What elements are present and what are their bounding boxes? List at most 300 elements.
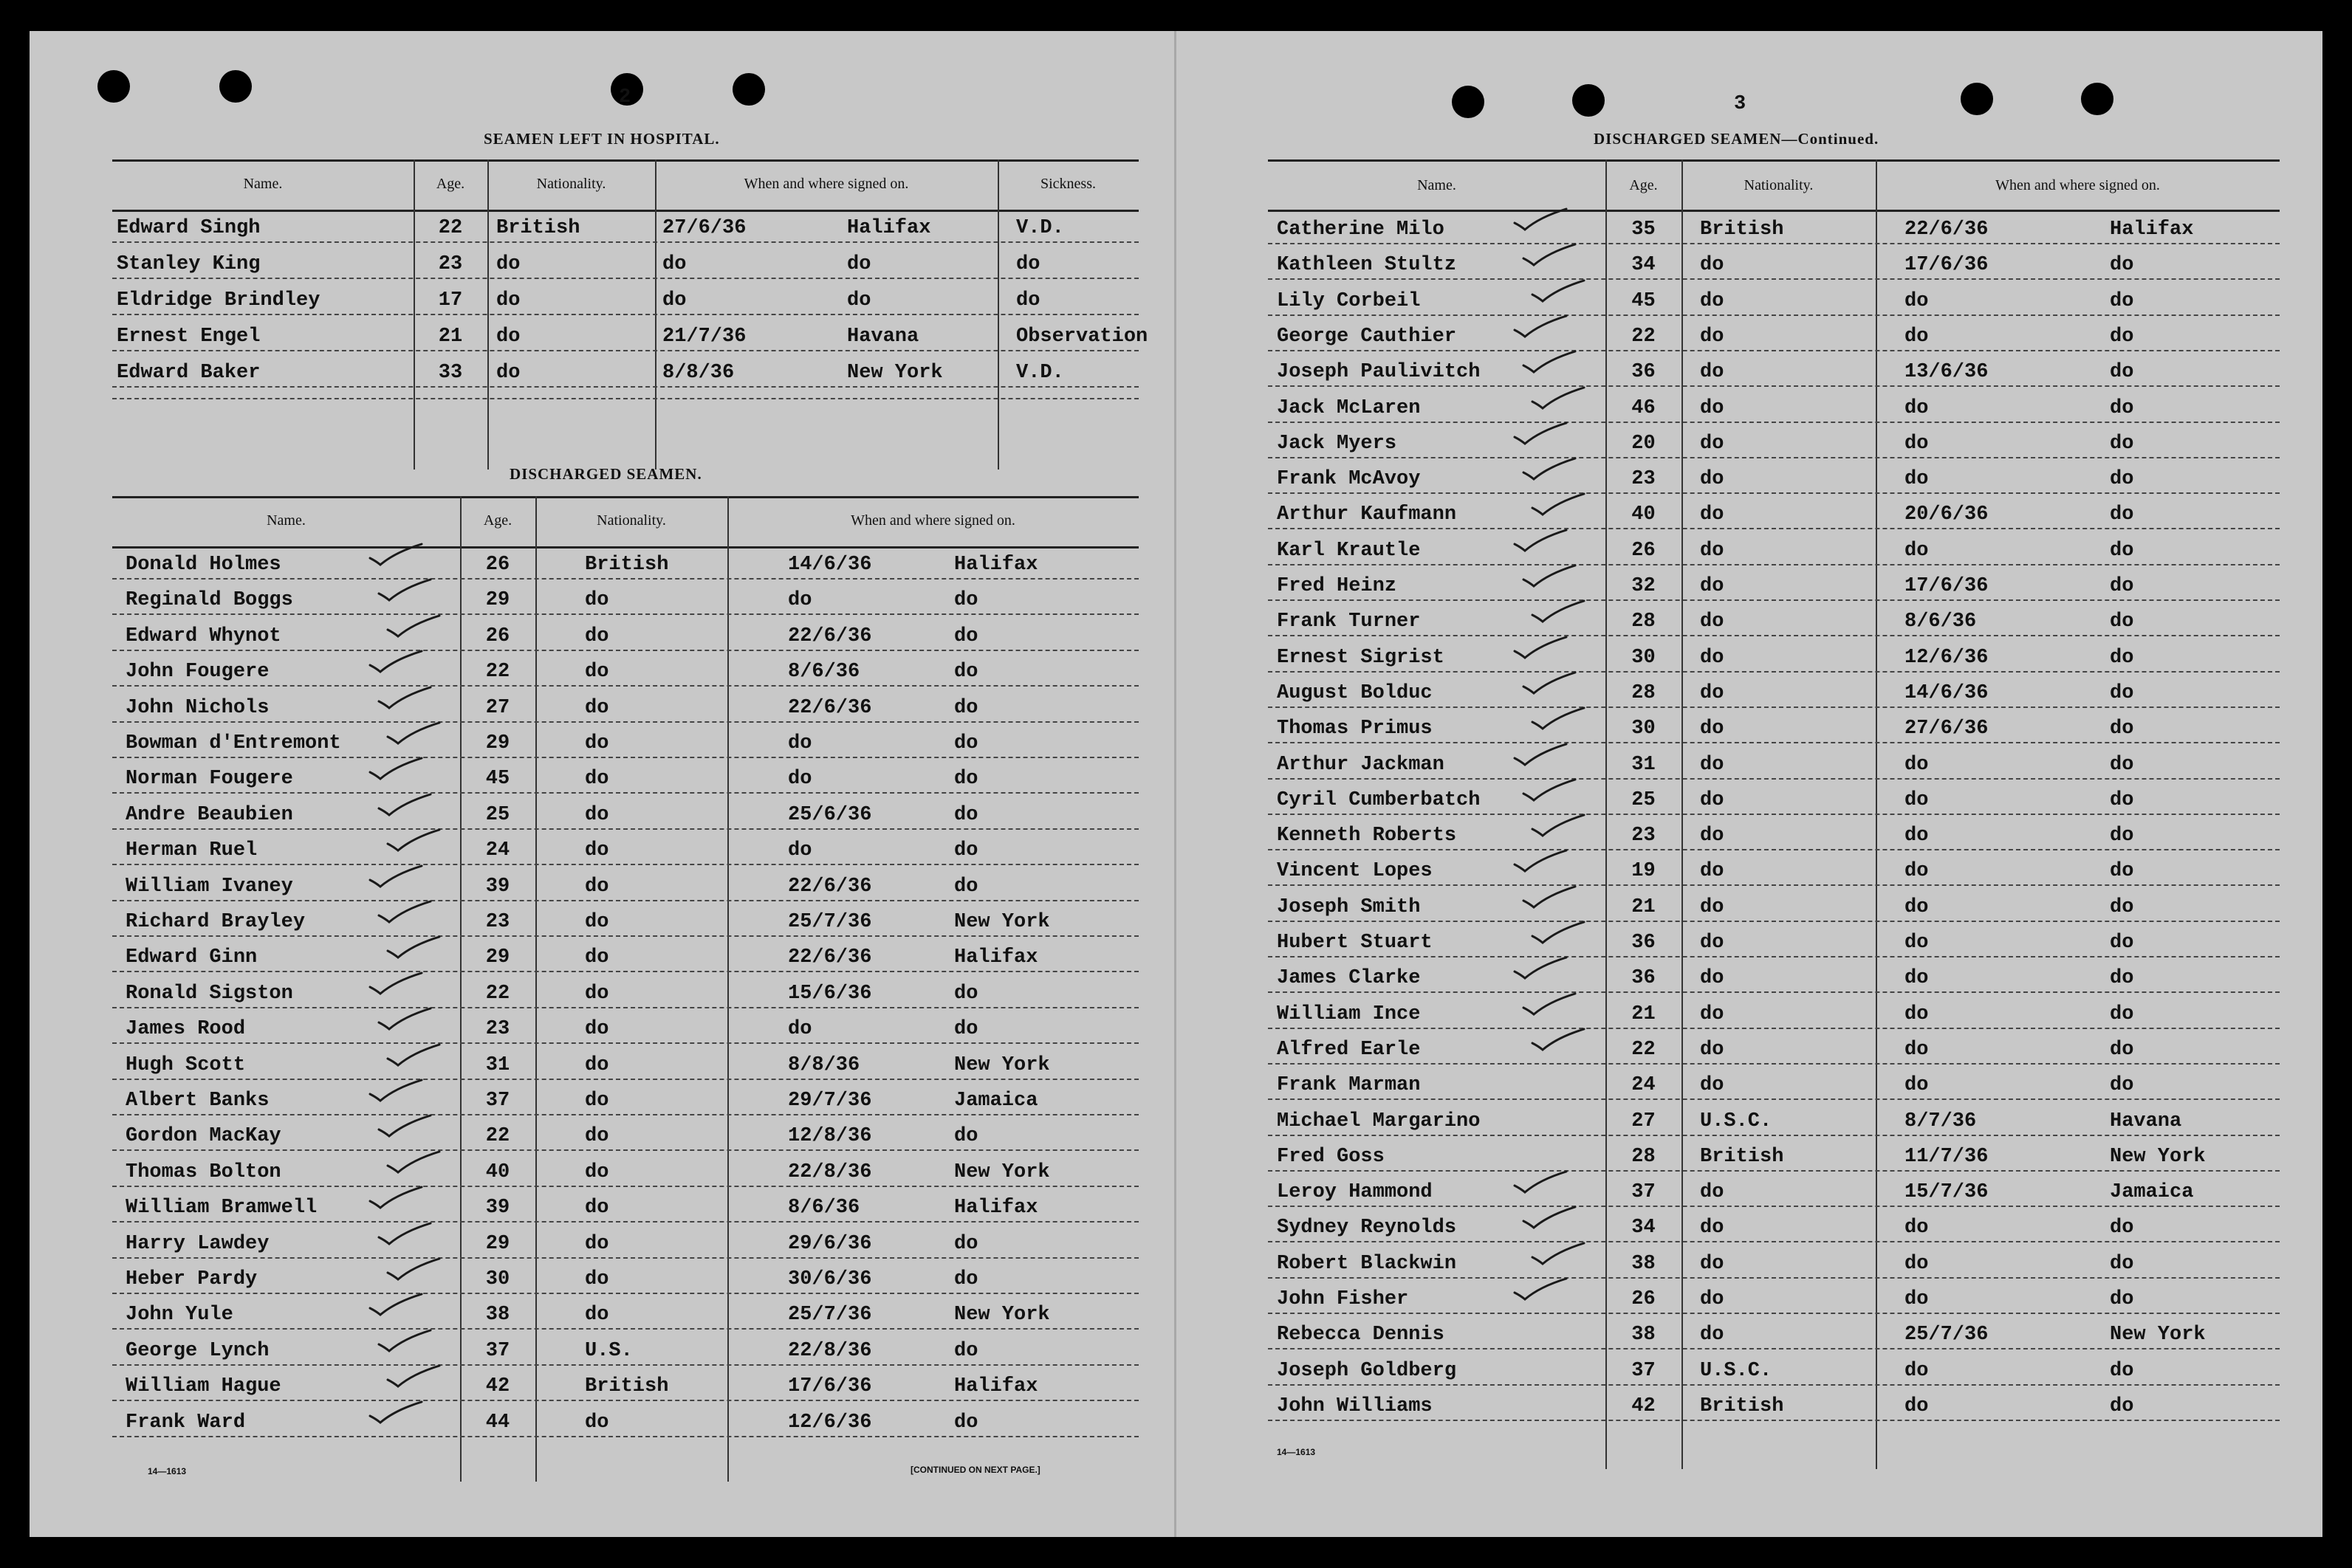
cont-age-cell: 38 <box>1631 1253 1656 1275</box>
discharged-place-cell: do <box>954 1125 978 1147</box>
discharged-age-cell: 23 <box>485 1018 510 1040</box>
discharged-nationality-cell: do <box>585 1090 609 1112</box>
cont-date-cell: 14/6/36 <box>1904 682 1989 704</box>
check-mark <box>1512 207 1569 233</box>
cont-name-cell: Jack Myers <box>1277 433 1397 455</box>
row-rule <box>112 241 1139 243</box>
cont-place-cell: do <box>2110 254 2134 276</box>
cont-age-cell: 37 <box>1631 1360 1656 1382</box>
hospital-header-sickness: Sickness. <box>1040 176 1096 192</box>
cont-nationality-cell: do <box>1700 468 1724 490</box>
discharged-nationality-cell: do <box>585 983 609 1005</box>
cont-name-cell: Leroy Hammond <box>1277 1181 1433 1203</box>
cont-name-cell: Frank McAvoy <box>1277 468 1421 490</box>
hospital-date-cell: 21/7/36 <box>662 326 747 348</box>
cont-date-cell: 8/6/36 <box>1904 611 1977 633</box>
cont-age-cell: 28 <box>1631 682 1656 704</box>
cont-date-cell: do <box>1904 789 1929 811</box>
cont-place-cell: do <box>2110 896 2134 918</box>
hospital-age-cell: 33 <box>438 362 463 384</box>
discharged-nationality-cell: British <box>585 554 669 576</box>
cont-name-cell: Fred Goss <box>1277 1146 1385 1168</box>
row-rule <box>1268 742 2280 743</box>
row-rule <box>112 1079 1139 1080</box>
discharged-name-cell: Harry Lawdey <box>126 1233 270 1255</box>
row-rule <box>112 1257 1139 1259</box>
cont-name-cell: Cyril Cumberbatch <box>1277 789 1481 811</box>
discharged-date-cell: do <box>788 1018 812 1040</box>
discharged-age-cell: 31 <box>485 1054 510 1076</box>
discharged-nationality-cell: do <box>585 1018 609 1040</box>
row-rule <box>1268 1313 2280 1314</box>
cont-name-cell: Alfred Earle <box>1277 1039 1421 1061</box>
cont-nationality-cell: do <box>1700 896 1724 918</box>
row-rule <box>1268 849 2280 850</box>
row-rule <box>1268 314 2280 316</box>
hospital-header-age: Age. <box>436 176 465 192</box>
cont-date-cell: do <box>1904 825 1929 847</box>
discharged-date-cell: 22/8/36 <box>788 1340 872 1362</box>
hospital-nationality-cell: do <box>496 326 521 348</box>
row-rule <box>1268 350 2280 351</box>
discharged-name-cell: Edward Ginn <box>126 946 258 969</box>
row-rule <box>1268 278 2280 280</box>
discharged-date-cell: 12/8/36 <box>788 1125 872 1147</box>
cont-place-cell: do <box>2110 754 2134 776</box>
cont-name-cell: Karl Krautle <box>1277 540 1421 562</box>
row-rule <box>112 757 1139 758</box>
discharged-name-cell: Bowman d'Entremont <box>126 732 341 754</box>
cont-nationality-cell: do <box>1700 967 1724 989</box>
discharged-age-cell: 22 <box>485 983 510 1005</box>
row-rule <box>112 578 1139 580</box>
row-rule <box>112 350 1139 351</box>
hospital-sickness-cell: Observation <box>1016 326 1148 348</box>
cont-place-cell: do <box>2110 825 2134 847</box>
discharged-age-cell: 23 <box>485 911 510 933</box>
discharged-nationality-cell: do <box>585 946 609 969</box>
cont-date-cell: do <box>1904 754 1929 776</box>
document-scan <box>30 31 2322 1537</box>
discharged-date-cell: do <box>788 589 812 611</box>
discharged-date-cell: 14/6/36 <box>788 554 872 576</box>
hospital-name-cell: Edward Singh <box>117 217 261 239</box>
row-rule <box>112 792 1139 794</box>
row-rule <box>112 398 1139 399</box>
check-mark <box>1529 706 1587 732</box>
check-mark <box>1512 848 1569 875</box>
discharged-nationality-cell: do <box>585 804 609 826</box>
discharged-place-cell: New York <box>954 1054 1050 1076</box>
cont-name-cell: Sydney Reynolds <box>1277 1217 1457 1239</box>
cont-nationality-cell: do <box>1700 1253 1724 1275</box>
discharged-age-cell: 44 <box>485 1411 510 1434</box>
cont-name-cell: James Clarke <box>1277 967 1421 989</box>
check-mark <box>1520 563 1578 590</box>
cont-place-cell: do <box>2110 575 2134 597</box>
check-mark <box>1520 777 1578 804</box>
cont-age-cell: 35 <box>1631 219 1656 241</box>
row-rule <box>1268 706 2280 708</box>
hospital-place-cell: do <box>847 253 871 275</box>
hospital-nationality-cell: British <box>496 217 580 239</box>
discharged-age-cell: 30 <box>485 1268 510 1290</box>
hospital-date-cell: do <box>662 289 687 312</box>
cont-nationality-cell: do <box>1700 361 1724 383</box>
check-mark <box>1512 528 1569 554</box>
hospital-table <box>112 159 1148 470</box>
cont-place-cell: do <box>2110 1288 2134 1310</box>
hospital-sickness-cell: V.D. <box>1016 362 1064 384</box>
row-rule <box>1268 884 2280 886</box>
discharged-date-cell: 22/8/36 <box>788 1161 872 1183</box>
discharged-place-cell: do <box>954 768 978 790</box>
cont-name-cell: John Fisher <box>1277 1288 1409 1310</box>
cont-date-cell: 17/6/36 <box>1904 254 1989 276</box>
cont-nationality-cell: do <box>1700 397 1724 419</box>
discharged-place-cell: Halifax <box>954 946 1038 969</box>
row-rule <box>112 1328 1139 1330</box>
check-mark <box>1529 385 1587 412</box>
row-rule <box>1268 1170 2280 1172</box>
cont-place-cell: do <box>2110 967 2134 989</box>
discharged-date-cell: 30/6/36 <box>788 1268 872 1290</box>
cont-date-cell: do <box>1904 1003 1929 1025</box>
cont-date-cell: do <box>1904 468 1929 490</box>
cont-nationality-cell: British <box>1700 219 1784 241</box>
cont-place-cell: do <box>2110 468 2134 490</box>
cont-age-cell: 23 <box>1631 468 1656 490</box>
cont-place-cell: New York <box>2110 1146 2206 1168</box>
cont-age-cell: 25 <box>1631 789 1656 811</box>
cont-nationality-cell: do <box>1700 682 1724 704</box>
cont-header-signed-on: When and where signed on. <box>1995 177 2160 193</box>
cont-name-cell: John Williams <box>1277 1395 1433 1417</box>
discharged-name-cell: Gordon MacKay <box>126 1125 281 1147</box>
discharged-continued-table <box>1268 159 2280 1469</box>
discharged-place-cell: do <box>954 589 978 611</box>
page-number: 3 <box>1734 93 1746 115</box>
discharged-place-cell: do <box>954 1340 978 1362</box>
check-mark <box>367 649 425 675</box>
check-mark <box>1529 1241 1587 1268</box>
cont-nationality-cell: do <box>1700 754 1724 776</box>
discharged-nationality-cell: do <box>585 1268 609 1290</box>
cont-age-cell: 23 <box>1631 825 1656 847</box>
cont-age-cell: 22 <box>1631 326 1656 348</box>
discharged-name-cell: Hugh Scott <box>126 1054 246 1076</box>
discharged-name-cell: George Lynch <box>126 1340 270 1362</box>
discharged-place-cell: do <box>954 1268 978 1290</box>
cont-name-cell: Hubert Stuart <box>1277 932 1433 954</box>
row-rule <box>112 314 1139 315</box>
cont-place-cell: Havana <box>2110 1110 2182 1132</box>
discharged-nationality-cell: do <box>585 1125 609 1147</box>
punch-hole <box>2081 83 2113 115</box>
discharged-name-cell: Norman Fougere <box>126 768 293 790</box>
discharged-age-cell: 27 <box>485 697 510 719</box>
discharged-date-cell: 29/6/36 <box>788 1233 872 1255</box>
cont-place-cell: do <box>2110 290 2134 312</box>
discharged-place-cell: do <box>954 697 978 719</box>
discharged-age-cell: 26 <box>485 554 510 576</box>
check-mark <box>385 828 442 854</box>
check-mark <box>1529 492 1587 518</box>
check-mark <box>1529 599 1587 625</box>
discharged-nationality-cell: do <box>585 625 609 647</box>
discharged-age-cell: 45 <box>485 768 510 790</box>
cont-name-cell: Kenneth Roberts <box>1277 825 1457 847</box>
discharged-age-cell: 29 <box>485 1233 510 1255</box>
discharged-name-cell: Andre Beaubien <box>126 804 293 826</box>
cont-age-cell: 36 <box>1631 361 1656 383</box>
cont-nationality-cell: British <box>1700 1146 1784 1168</box>
punch-hole <box>1452 86 1484 118</box>
hospital-nationality-cell: do <box>496 253 521 275</box>
cont-age-cell: 19 <box>1631 860 1656 882</box>
hospital-header-nationality: Nationality. <box>536 176 606 192</box>
check-mark <box>376 685 433 712</box>
check-mark <box>1520 349 1578 376</box>
row-rule <box>1268 385 2280 387</box>
cont-nationality-cell: do <box>1700 540 1724 562</box>
cont-age-cell: 26 <box>1631 540 1656 562</box>
discharged-age-cell: 25 <box>485 804 510 826</box>
check-mark <box>1520 670 1578 697</box>
check-mark <box>1529 813 1587 839</box>
hospital-age-cell: 23 <box>438 253 463 275</box>
check-mark <box>385 613 442 640</box>
cont-age-cell: 36 <box>1631 967 1656 989</box>
row-rule <box>112 828 1139 830</box>
cont-nationality-cell: U.S.C. <box>1700 1110 1772 1132</box>
discharged-age-cell: 40 <box>485 1161 510 1183</box>
row-rule <box>112 278 1139 279</box>
cont-age-cell: 22 <box>1631 1039 1656 1061</box>
row-rule <box>112 1007 1139 1008</box>
punch-hole <box>1572 84 1605 117</box>
hospital-age-cell: 17 <box>438 289 463 312</box>
discharged-date-cell: 22/6/36 <box>788 625 872 647</box>
discharged-age-cell: 29 <box>485 732 510 754</box>
discharged-name-cell: Ronald Sigston <box>126 983 293 1005</box>
cont-age-cell: 38 <box>1631 1324 1656 1346</box>
cont-name-cell: William Ince <box>1277 1003 1421 1025</box>
discharged-nationality-cell: do <box>585 1233 609 1255</box>
hospital-nationality-cell: do <box>496 289 521 312</box>
discharged-name-cell: Herman Ruel <box>126 839 258 862</box>
discharged-nationality-cell: do <box>585 911 609 933</box>
discharged-continued-title: DISCHARGED SEAMEN—Continued. <box>1594 130 1879 148</box>
cont-age-cell: 45 <box>1631 290 1656 312</box>
cont-place-cell: do <box>2110 611 2134 633</box>
cont-name-cell: August Bolduc <box>1277 682 1433 704</box>
cont-date-cell: do <box>1904 397 1929 419</box>
discharged-place-cell: do <box>954 625 978 647</box>
cont-date-cell: do <box>1904 932 1929 954</box>
check-mark <box>1520 456 1578 483</box>
hospital-date-cell: 8/8/36 <box>662 362 735 384</box>
cont-place-cell: do <box>2110 1360 2134 1382</box>
discharged-name-cell: Donald Holmes <box>126 554 281 576</box>
row-rule <box>112 721 1139 723</box>
discharged-date-cell: 22/6/36 <box>788 946 872 969</box>
check-mark <box>376 1328 433 1355</box>
discharged-place-cell: do <box>954 804 978 826</box>
cont-date-cell: 27/6/36 <box>1904 718 1989 740</box>
discharged-date-cell: 12/6/36 <box>788 1411 872 1434</box>
cont-name-cell: Jack McLaren <box>1277 397 1421 419</box>
cont-nationality-cell: do <box>1700 1217 1724 1239</box>
cont-name-cell: Vincent Lopes <box>1277 860 1433 882</box>
cont-age-cell: 34 <box>1631 254 1656 276</box>
discharged-date-cell: 8/6/36 <box>788 661 860 683</box>
hospital-name-cell: Eldridge Brindley <box>117 289 320 312</box>
discharged-place-cell: Halifax <box>954 1197 1038 1219</box>
discharged-date-cell: 22/6/36 <box>788 876 872 898</box>
discharged-date-cell: do <box>788 768 812 790</box>
cont-age-cell: 20 <box>1631 433 1656 455</box>
discharged-place-cell: do <box>954 983 978 1005</box>
cont-age-cell: 40 <box>1631 503 1656 526</box>
discharged-table <box>112 496 1139 1482</box>
discharged-nationality-cell: U.S. <box>585 1340 633 1362</box>
discharged-age-cell: 22 <box>485 1125 510 1147</box>
row-rule <box>1268 921 2280 922</box>
discharged-nationality-cell: do <box>585 1411 609 1434</box>
cont-age-cell: 42 <box>1631 1395 1656 1417</box>
hospital-header-signed-on: When and where signed on. <box>744 176 909 192</box>
discharged-age-cell: 22 <box>485 661 510 683</box>
cont-date-cell: do <box>1904 860 1929 882</box>
check-mark <box>367 1185 425 1211</box>
cont-date-cell: do <box>1904 1253 1929 1275</box>
cont-nationality-cell: do <box>1700 860 1724 882</box>
discharged-name-cell: William Ivaney <box>126 876 293 898</box>
cont-nationality-cell: do <box>1700 1324 1724 1346</box>
discharged-header-name: Name. <box>267 512 306 529</box>
discharged-name-cell: Reginald Boggs <box>126 589 293 611</box>
check-mark <box>367 971 425 997</box>
check-mark <box>1512 635 1569 661</box>
check-mark <box>367 1078 425 1104</box>
cont-nationality-cell: do <box>1700 825 1724 847</box>
cont-name-cell: Joseph Goldberg <box>1277 1360 1457 1382</box>
discharged-nationality-cell: do <box>585 1054 609 1076</box>
check-mark <box>385 1149 442 1176</box>
discharged-age-cell: 39 <box>485 876 510 898</box>
cont-age-cell: 46 <box>1631 397 1656 419</box>
discharged-name-cell: James Rood <box>126 1018 246 1040</box>
cont-date-cell: do <box>1904 540 1929 562</box>
discharged-nationality-cell: do <box>585 661 609 683</box>
row-rule <box>112 1293 1139 1294</box>
cont-place-cell: do <box>2110 1003 2134 1025</box>
discharged-header-age: Age. <box>483 512 512 529</box>
cont-date-cell: do <box>1904 1039 1929 1061</box>
hospital-age-cell: 22 <box>438 217 463 239</box>
discharged-date-cell: 29/7/36 <box>788 1090 872 1112</box>
discharged-nationality-cell: do <box>585 876 609 898</box>
discharged-place-cell: New York <box>954 1161 1050 1183</box>
cont-date-cell: do <box>1904 1395 1929 1417</box>
cont-place-cell: do <box>2110 647 2134 669</box>
row-rule <box>1268 1384 2280 1386</box>
hospital-place-cell: Halifax <box>847 217 931 239</box>
cont-name-cell: Frank Marman <box>1277 1074 1421 1096</box>
punch-hole <box>219 70 252 103</box>
discharged-name-cell: William Hague <box>126 1375 281 1397</box>
discharged-date-cell: 8/8/36 <box>788 1054 860 1076</box>
cont-nationality-cell: do <box>1700 433 1724 455</box>
discharged-place-cell: New York <box>954 911 1050 933</box>
cont-place-cell: do <box>2110 503 2134 526</box>
cont-header-name: Name. <box>1417 177 1456 193</box>
discharged-date-cell: 8/6/36 <box>788 1197 860 1219</box>
cont-header-age: Age. <box>1629 177 1658 193</box>
right-page <box>1176 31 2322 1537</box>
discharged-nationality-cell: do <box>585 732 609 754</box>
cont-place-cell: do <box>2110 860 2134 882</box>
cont-age-cell: 28 <box>1631 611 1656 633</box>
cont-age-cell: 21 <box>1631 896 1656 918</box>
cont-date-cell: 17/6/36 <box>1904 575 1989 597</box>
cont-date-cell: do <box>1904 290 1929 312</box>
row-rule <box>112 650 1139 651</box>
discharged-nationality-cell: do <box>585 1304 609 1326</box>
row-rule <box>1268 956 2280 957</box>
cont-name-cell: Frank Turner <box>1277 611 1421 633</box>
cont-date-cell: do <box>1904 1074 1929 1096</box>
discharged-date-cell: 17/6/36 <box>788 1375 872 1397</box>
discharged-nationality-cell: do <box>585 589 609 611</box>
check-mark <box>1529 920 1587 946</box>
check-mark <box>385 721 442 747</box>
row-rule <box>1268 492 2280 494</box>
cont-place-cell: do <box>2110 682 2134 704</box>
row-rule <box>1268 1135 2280 1136</box>
cont-nationality-cell: do <box>1700 1288 1724 1310</box>
discharged-name-cell: John Nichols <box>126 697 270 719</box>
hospital-header-name: Name. <box>243 176 283 192</box>
row-rule <box>1268 671 2280 673</box>
discharged-date-cell: do <box>788 839 812 862</box>
row-rule <box>1268 422 2280 423</box>
row-rule <box>112 1114 1139 1115</box>
hospital-nationality-cell: do <box>496 362 521 384</box>
check-mark <box>1512 1276 1569 1303</box>
discharged-date-cell: 22/6/36 <box>788 697 872 719</box>
cont-place-cell: do <box>2110 1039 2134 1061</box>
hospital-date-cell: do <box>662 253 687 275</box>
discharged-place-cell: do <box>954 1233 978 1255</box>
cont-place-cell: Halifax <box>2110 219 2194 241</box>
discharged-title: DISCHARGED SEAMEN. <box>510 465 702 483</box>
discharged-age-cell: 37 <box>485 1090 510 1112</box>
row-rule <box>112 1364 1139 1366</box>
discharged-place-cell: Halifax <box>954 554 1038 576</box>
cont-name-cell: Fred Heinz <box>1277 575 1397 597</box>
cont-date-cell: 22/6/36 <box>1904 219 1989 241</box>
left-page <box>30 31 1176 1537</box>
discharged-place-cell: do <box>954 1411 978 1434</box>
cont-nationality-cell: British <box>1700 1395 1784 1417</box>
check-mark <box>376 1221 433 1248</box>
row-rule <box>1268 1098 2280 1100</box>
row-rule <box>1268 564 2280 565</box>
row-rule <box>1268 528 2280 529</box>
row-rule <box>1268 243 2280 244</box>
